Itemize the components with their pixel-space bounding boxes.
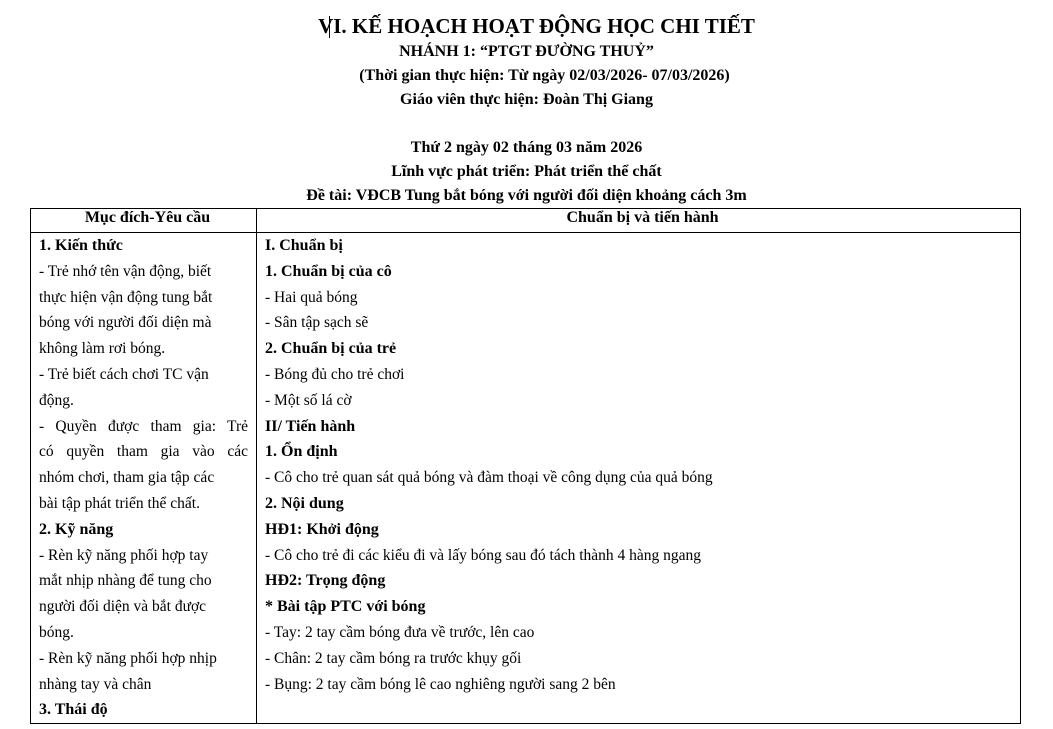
field: Lĩnh vực phát triển: Phát triển thể chất	[391, 163, 662, 180]
text-line: - Rèn kỹ năng phối hợp tay	[39, 546, 209, 564]
section-heading: I. Chuẩn bị	[265, 237, 343, 254]
text-line: bóng với người đối diện mà	[39, 314, 212, 332]
column-header-preparation: Chuẩn bị và tiến hành	[257, 209, 1021, 233]
text-line: nhàng tay và chân	[39, 675, 152, 693]
section-heading: 2. Kỹ năng	[39, 520, 114, 538]
text-line: người đối diện và bắt được	[39, 598, 207, 616]
period: (Thời gian thực hiện: Từ ngày 02/03/2026- 07/03/2026)	[359, 67, 730, 84]
text-line: - Sân tập sạch sẽ	[265, 314, 369, 332]
text-line: thực hiện vận động tung bắt	[39, 288, 213, 306]
section-heading: 1. Ổn định	[265, 443, 338, 461]
objectives-cell	[31, 233, 257, 724]
text-line: có quyền tham gia vào các	[39, 443, 248, 461]
section-heading: * Bài tập PTC với bóng	[265, 598, 426, 616]
text-line: - Tay: 2 tay cầm bóng đưa về trước, lên cao	[265, 623, 535, 641]
text-line: không làm rơi bóng.	[39, 340, 166, 358]
text-line: bóng.	[39, 623, 74, 641]
text-line: - Chân: 2 tay cầm bóng ra trước khụy gối	[265, 649, 522, 667]
section-heading: 2. Chuẩn bị của trẻ	[265, 340, 397, 358]
text-line: mắt nhịp nhàng để tung cho	[39, 572, 212, 590]
date: Thứ 2 ngày 02 tháng 03 năm 2026	[410, 139, 643, 156]
text-line: - Rèn kỹ năng phối hợp nhịp	[39, 649, 217, 667]
text-line: - Trẻ biết cách chơi TC vận	[39, 365, 209, 383]
text-line: động.	[39, 391, 74, 409]
section-heading: 3. Thái độ	[39, 701, 108, 719]
preparation-cell	[257, 233, 1021, 724]
text-line: - Bóng đủ cho trẻ chơi	[265, 365, 405, 383]
section-heading: 1. Chuẩn bị của cô	[265, 262, 392, 280]
text-line: - Một số lá cờ	[265, 391, 352, 409]
text-line: - Hai quả bóng	[265, 288, 358, 306]
lesson-plan-table	[30, 208, 1021, 724]
text-line: - Cô cho trẻ đi các kiểu đi và lấy bóng sau đó tách thành 4 hàng ngang	[265, 546, 702, 564]
section-heading: II/ Tiến hành	[265, 417, 356, 435]
page-title: VI. KẾ HOẠCH HOẠT ĐỘNG HỌC CHI TIẾT	[318, 14, 755, 38]
column-header-objectives: Mục đích-Yêu cầu	[31, 209, 257, 233]
text-line: bài tập phát triển thể chất.	[39, 494, 200, 512]
text-line: - Trẻ nhớ tên vận động, biết	[39, 262, 212, 280]
text-line: - Bụng: 2 tay cầm bóng lê cao nghiêng người sang 2 bên	[265, 675, 616, 693]
section-heading: 2. Nội dung	[265, 494, 344, 512]
teacher: Giáo viên thực hiện: Đoàn Thị Giang	[400, 91, 653, 108]
section-heading: HĐ2: Trọng động	[265, 572, 386, 590]
section-heading: HĐ1: Khởi động	[265, 520, 379, 538]
section-heading: 1. Kiến thức	[39, 237, 123, 254]
text-line: nhóm chơi, tham gia tập các	[39, 469, 215, 487]
text-line: - Quyền được tham gia: Trẻ	[39, 417, 248, 435]
branch-title: NHÁNH 1: “PTGT ĐƯỜNG THUỶ”	[399, 43, 654, 60]
text-line: - Cô cho trẻ quan sát quả bóng và đàm thoại về công dụng của quả bóng	[265, 469, 713, 487]
topic: Đề tài: VĐCB Tung bắt bóng với người đối diện khoảng cách 3m	[306, 187, 747, 204]
